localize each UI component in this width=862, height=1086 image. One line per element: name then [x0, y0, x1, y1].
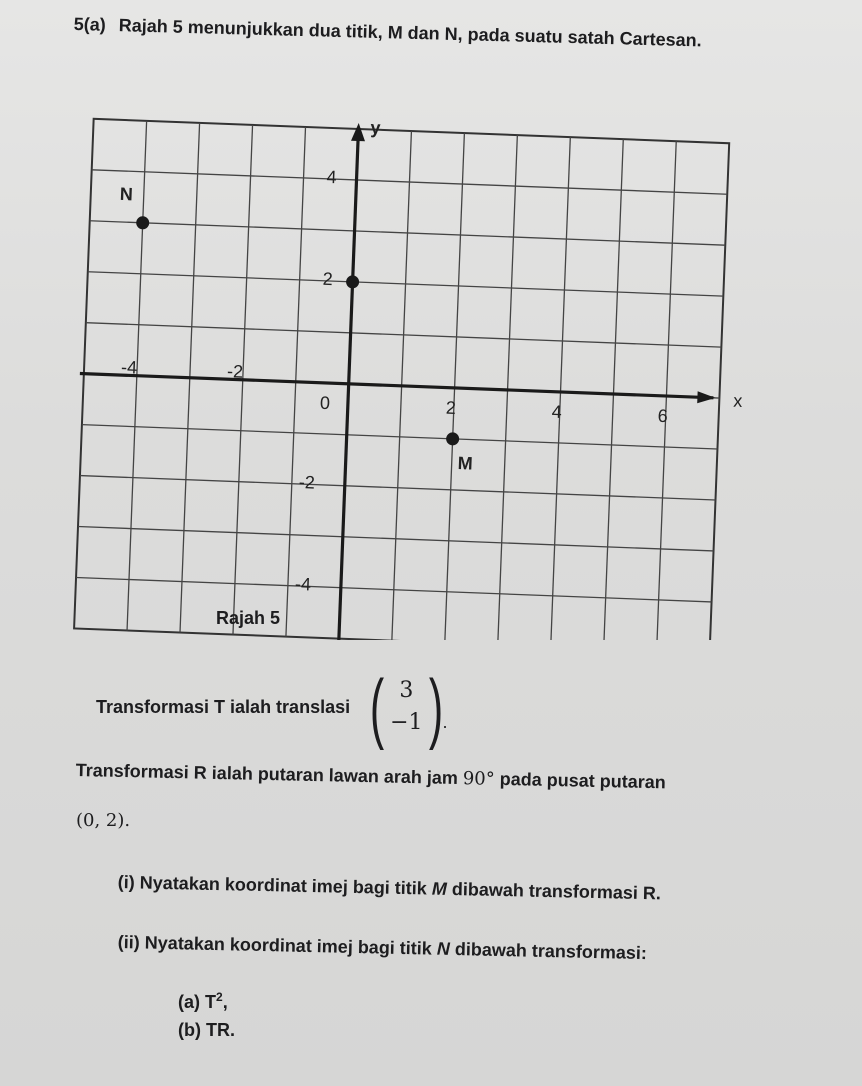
item-i-number: (i)	[117, 872, 135, 893]
vector-values	[390, 675, 422, 739]
transform-t-text: Transformasi T ialah translasi	[96, 696, 351, 717]
grid-line-vertical	[498, 135, 518, 640]
x-axis-label: x	[732, 390, 743, 411]
sub-b-value: TR.	[206, 1020, 235, 1040]
item-i-text-a: Nyatakan koordinat imej bagi titik	[139, 872, 428, 899]
item-ii-number: (ii)	[117, 932, 140, 953]
sub-a-label: (a)	[178, 992, 200, 1012]
figure-caption: Rajah 5	[216, 608, 281, 628]
item-i-point: M	[431, 878, 448, 899]
sub-a-value: $T^2$,	[205, 990, 228, 1012]
x-tick-label: 0	[319, 392, 331, 414]
transform-r-text2: pada pusat putaran	[499, 768, 666, 793]
question-intro: Rajah 5 menunjukkan dua titik, M dan N, pada suatu satah Cartesan.	[118, 15, 702, 51]
grid-line-vertical	[657, 141, 677, 640]
rotation-angle: 90°	[462, 768, 495, 790]
question-item-ii	[118, 932, 647, 964]
vector-end: .	[442, 711, 448, 732]
left-paren: (	[369, 663, 385, 751]
item-ii-point: N	[436, 938, 451, 959]
axes	[70, 113, 725, 640]
point-label-n: N	[119, 183, 134, 205]
question-number: 5(a)	[73, 14, 107, 35]
x-axis-arrow-icon	[697, 391, 715, 404]
translation-vector	[364, 663, 448, 751]
y-axis-label: y	[370, 117, 381, 138]
vector-top: 3	[399, 678, 414, 703]
point-m	[446, 432, 459, 445]
y-tick-label: -4	[294, 573, 312, 595]
item-i-text-b: dibawah transformasi R.	[451, 878, 662, 904]
points-layer	[110, 184, 483, 474]
transform-r-text: Transformasi R ialah putaran lawan arah jam	[75, 760, 459, 788]
grid-line-vertical	[551, 137, 571, 640]
sub-item-b	[178, 1020, 235, 1041]
transform-t-statement	[96, 663, 448, 751]
vector-bottom: −1	[390, 710, 423, 735]
x-tick-label: 4	[551, 401, 563, 423]
y-tick-label: -2	[298, 471, 316, 493]
grid-lines	[74, 119, 729, 640]
grid-line-vertical	[604, 139, 624, 640]
tick-labels	[113, 108, 753, 611]
point-n	[136, 216, 149, 229]
sub-b-label: (b)	[178, 1020, 201, 1040]
x-tick-label: 2	[445, 397, 457, 418]
x-tick-label: -4	[120, 357, 138, 378]
sub-item-a	[178, 990, 228, 1013]
question-item-i	[118, 872, 662, 904]
y-axis	[339, 137, 358, 640]
item-ii-text-a: Nyatakan koordinat imej bagi titik	[144, 932, 433, 959]
x-tick-label: 6	[657, 405, 669, 427]
transform-r-statement	[76, 760, 666, 793]
y-tick-label: 2	[322, 268, 334, 290]
right-paren: )	[428, 663, 443, 751]
item-ii-text-b: dibawah transformasi:	[454, 939, 648, 964]
rotation-center: (0, 2).	[76, 810, 131, 831]
y-tick-label: 4	[326, 166, 338, 188]
x-tick-label: -2	[226, 361, 244, 382]
grid-rotation-group	[70, 107, 753, 640]
point-label-m: M	[457, 453, 474, 474]
point-marker	[346, 275, 359, 288]
y-axis-arrow-icon	[351, 123, 366, 142]
x-axis	[80, 373, 714, 397]
